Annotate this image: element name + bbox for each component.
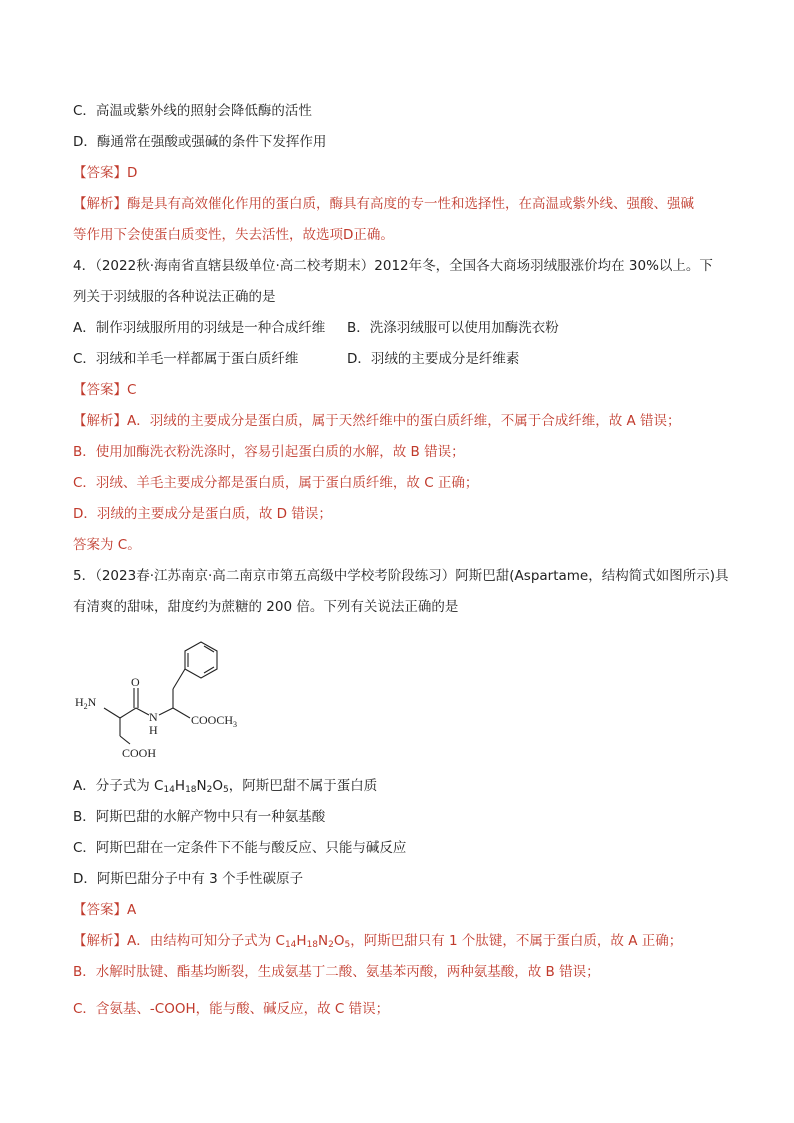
q3-answer [73,163,137,183]
amide-n-label: N [149,710,158,724]
answer-tag: 【答案】 [73,165,127,181]
q4-answer [73,380,136,400]
q4-conclusion: 答案为 C。 [73,537,141,553]
q4-options-cd [73,349,520,369]
q4-stem-line2: 列关于羽绒服的各种说法正确的是 [73,289,276,305]
q5-analysis-c: C．含氨基、-COOH，能与酸、碱反应，故 C 错误； [73,1001,390,1017]
q4-analysis-d: D．羽绒的主要成分是蛋白质，故 D 错误； [73,506,332,522]
q4-option-a: A．制作羽绒服所用的羽绒是一种合成纤维 [73,320,326,336]
q5-option-d: D．阿斯巴甜分子中有 3 个手性碳原子 [73,871,304,887]
q4-analysis-b: B．使用加酶洗衣粉洗涤时，容易引起蛋白质的水解，故 B 错误； [73,444,465,460]
analysis-tag: 【解析】 [73,413,127,429]
q3-analysis-line1 [73,194,694,214]
q5-stem-line2: 有清爽的甜味，甜度约为蔗糖的 200 倍。下列有关说法正确的是 [73,599,459,615]
analysis-tag: 【解析】 [73,933,127,949]
carboxyl-group-label: COOH [122,746,157,760]
q5-option-b: B．阿斯巴甜的水解产物中只有一种氨基酸 [73,809,326,825]
answer-value: A [127,902,137,918]
q4-option-d: D．羽绒的主要成分是纤维素 [347,351,520,367]
q5-option-c: C．阿斯巴甜在一定条件下不能与酸反应、只能与碱反应 [73,840,407,856]
aspartame-structure-diagram [70,636,270,766]
q5-option-a: A．分子式为 $C_{14}H_{18}N_2O_5$，阿斯巴甜不属于蛋白质 [73,778,378,795]
answer-tag: 【答案】 [73,382,127,398]
amide-h-label: H [149,723,158,737]
q3-option-d: D．酶通常在强酸或强碱的条件下发挥作用 [73,134,327,150]
q4-analysis-a [73,411,681,431]
q5-stem-line1: 5．（2023春·江苏南京·高二南京市第五高级中学校考阶段练习）阿斯巴甜(Aspartame，结构简式如图所示)具 [73,568,729,584]
analysis-tag: 【解析】 [73,196,127,212]
q4-option-b: B．洗涤羽绒服可以使用加酶洗衣粉 [347,320,559,336]
q4-analysis-c: C．羽绒、羊毛主要成分都是蛋白质，属于蛋白质纤维，故 C 正确； [73,475,479,491]
q4-option-c: C．羽绒和羊毛一样都属于蛋白质纤维 [73,351,299,367]
answer-value: D [127,165,138,181]
q5-analysis-b: B．水解时肽键、酯基均断裂，生成氨基丁二酸、氨基苯丙酸，两种氨基酸，故 B 错误； [73,964,600,980]
q4-options-ab [73,318,559,338]
q5-answer [73,900,136,920]
q4-stem-line1: 4．（2022秋·海南省直辖县级单位·高二校考期末）2012年冬，全国各大商场羽绒服涨价均在 30%以上。下 [73,258,713,274]
answer-value: C [127,382,137,398]
amino-group-label: $H_2N$ [75,695,97,711]
analysis-text: 酶是具有高效催化作用的蛋白质，酶具有高度的专一性和选择性，在高温或紫外线、强酸、强碱 [127,196,694,212]
ester-group-label: $COOCH_3$ [191,713,238,729]
q3-analysis-line2: 等作用下会使蛋白质变性，失去活性，故选项D正确。 [73,227,394,243]
q5-analysis-a: 【解析】A．由结构可知分子式为 $C_{14}H_{18}N_2O_5$，阿斯巴甜只有 1 个肽键，不属于蛋白质，故 A 正确； [73,933,683,950]
q3-option-c: C．高温或紫外线的照射会降低酶的活性 [73,103,312,119]
carbonyl-oxygen-label: O [131,675,140,689]
analysis-text: A．羽绒的主要成分是蛋白质，属于天然纤维中的蛋白质纤维，不属于合成纤维，故 A 错误； [127,413,681,429]
answer-tag: 【答案】 [73,902,127,918]
